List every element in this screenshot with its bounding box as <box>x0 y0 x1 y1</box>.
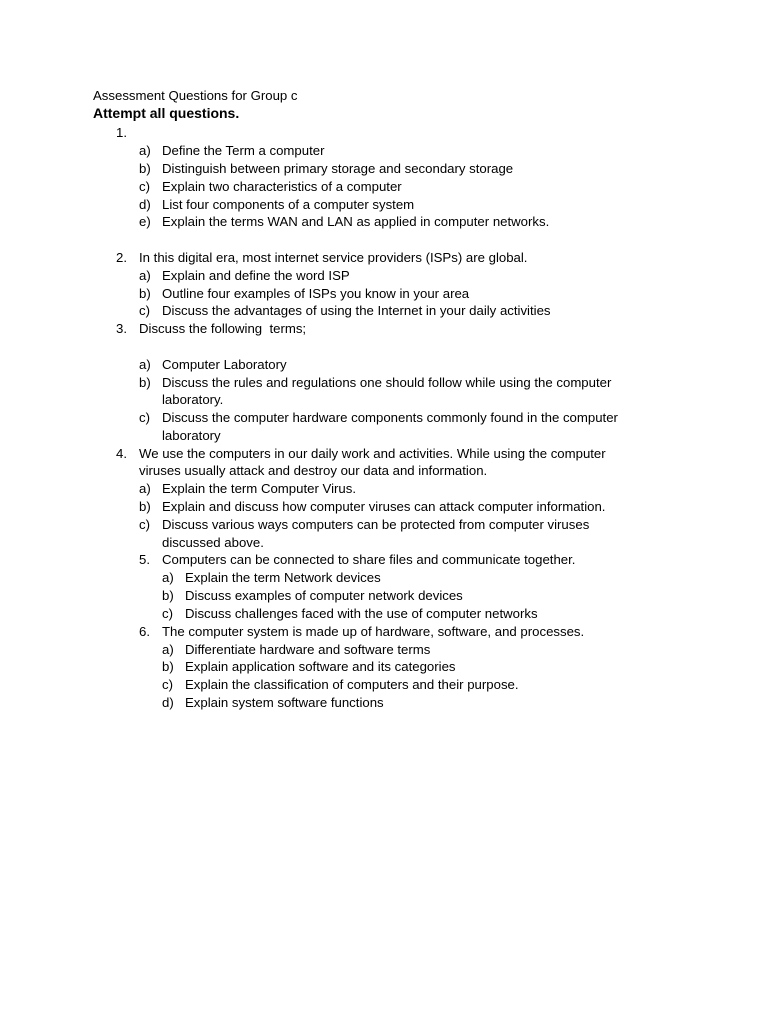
item-text-continued: laboratory. <box>162 392 224 407</box>
item-text: Explain and discuss how computer viruses can attack computer information. <box>162 499 606 514</box>
item-text: Discuss examples of computer network devices <box>185 588 463 603</box>
item-text: Explain the terms WAN and LAN as applied in computer networks. <box>162 214 550 229</box>
item-marker: c) <box>162 606 173 621</box>
item-text: Discuss various ways computers can be protected from computer viruses <box>162 517 590 532</box>
item-text: Explain system software functions <box>185 695 384 710</box>
item-marker: d) <box>162 695 174 710</box>
item-marker: a) <box>139 357 151 372</box>
item-text: Explain and define the word ISP <box>162 268 350 283</box>
item-marker: b) <box>162 659 174 674</box>
question-number: 6. <box>139 624 150 639</box>
item-text: Computer Laboratory <box>162 357 287 372</box>
question-number: 1. <box>116 125 127 140</box>
item-marker: a) <box>139 268 151 283</box>
item-marker: b) <box>139 499 151 514</box>
item-marker: b) <box>162 588 174 603</box>
question-number: 5. <box>139 552 150 567</box>
item-text: Explain application software and its categories <box>185 659 456 674</box>
item-marker: e) <box>139 214 151 229</box>
question-number: 3. <box>116 321 127 336</box>
item-marker: b) <box>139 286 151 301</box>
item-text: Explain the term Network devices <box>185 570 381 585</box>
question-text: In this digital era, most internet service providers (ISPs) are global. <box>139 250 528 265</box>
item-marker: b) <box>139 375 151 390</box>
item-text: Discuss the advantages of using the Internet in your daily activities <box>162 303 551 318</box>
item-text-continued: laboratory <box>162 428 221 443</box>
item-text-continued: discussed above. <box>162 535 264 550</box>
item-marker: c) <box>162 677 173 692</box>
item-marker: b) <box>139 161 151 176</box>
question-text: Computers can be connected to share files and communicate together. <box>162 552 576 567</box>
question-text: The computer system is made up of hardware, software, and processes. <box>162 624 585 639</box>
question-text: We use the computers in our daily work and activities. While using the computer <box>139 446 606 461</box>
item-marker: a) <box>139 481 151 496</box>
item-marker: d) <box>139 197 151 212</box>
item-text: Explain the term Computer Virus. <box>162 481 356 496</box>
item-text: Outline four examples of ISPs you know in your area <box>162 286 470 301</box>
instruction-heading: Attempt all questions. <box>93 105 240 121</box>
item-text: Discuss challenges faced with the use of computer networks <box>185 606 538 621</box>
item-text: Define the Term a computer <box>162 143 325 158</box>
item-marker: c) <box>139 303 150 318</box>
question-number: 4. <box>116 446 127 461</box>
item-marker: a) <box>162 642 174 657</box>
item-marker: a) <box>162 570 174 585</box>
question-text-continued: viruses usually attack and destroy our data and information. <box>139 463 488 478</box>
item-text: Explain the classification of computers and their purpose. <box>185 677 519 692</box>
document-title: Assessment Questions for Group c <box>93 88 298 103</box>
question-number: 2. <box>116 250 127 265</box>
item-marker: c) <box>139 517 150 532</box>
item-text: Explain two characteristics of a computer <box>162 179 402 194</box>
item-text: Discuss the computer hardware components commonly found in the computer <box>162 410 618 425</box>
item-marker: c) <box>139 179 150 194</box>
item-marker: c) <box>139 410 150 425</box>
item-text: Distinguish between primary storage and secondary storage <box>162 161 514 176</box>
item-text: List four components of a computer system <box>162 197 415 212</box>
item-text: Discuss the rules and regulations one should follow while using the computer <box>162 375 612 390</box>
question-text: Discuss the following terms; <box>139 321 307 336</box>
item-marker: a) <box>139 143 151 158</box>
item-text: Differentiate hardware and software terms <box>185 642 431 657</box>
